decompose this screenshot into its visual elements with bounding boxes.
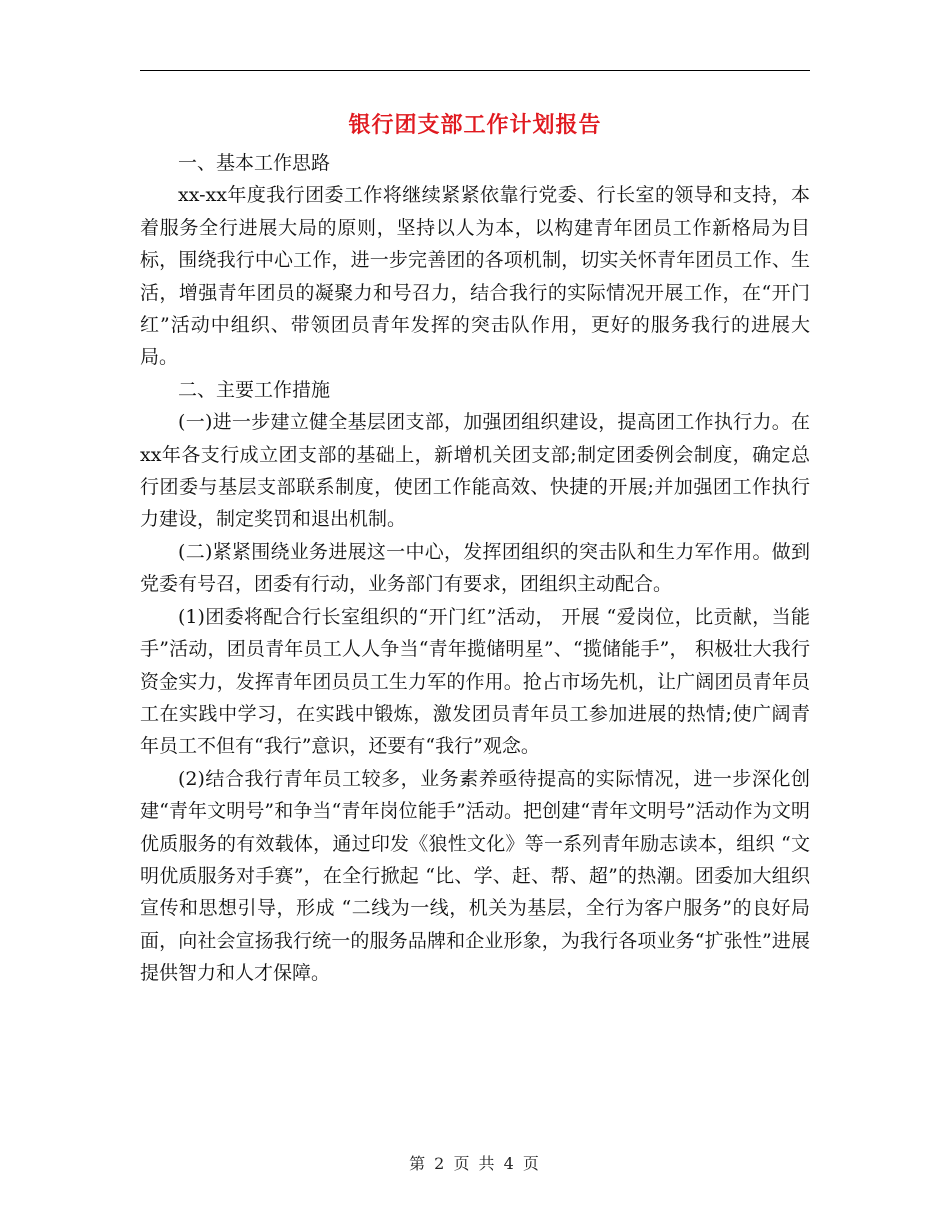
header-rule bbox=[140, 70, 810, 71]
document-title: 银行团支部工作计划报告 bbox=[348, 112, 602, 138]
body-paragraph: (二)紧紧围绕业务进展这一中心，发挥团组织的突击队和生力军作用。做到党委有号召，团委有行动，业务部门有要求，团组织主动配合。 bbox=[140, 540, 810, 596]
body-paragraph: xx-xx年度我行团委工作将继续紧紧依靠行党委、行长室的领导和支持，本着服务全行进展大局的原则，坚持以人为本，以构建青年团员工作新格局为目标，围绕我行中心工作，进一步完善团的各项机制，切实关怀青年团员工作、生活，增强青年团员的凝聚力和号召力，结合我行的实际情况开展工作，在“开门红”活动中组织、带领团员青年发挥的突击队作用，更好的服务我行的进展大局。 bbox=[140, 184, 810, 369]
body-paragraph: (1)团委将配合行长室组织的“开门红”活动， 开展 “爱岗位，比贡献，当能手”活动，团员青年员工人人争当“青年揽储明星”、“揽储能手”， 积极壮大我行资金实力，发挥青年团员员工生力军的作用。抢占市场先机，让广阔团员青年员工在实践中学习，在实践中锻炼，激发团员青年员工参加进展的热情;使广阔青年员工不但有“我行”意识，还要有“我行”观念。 bbox=[140, 605, 810, 758]
document-body bbox=[140, 147, 810, 990]
page-number-footer: 第 2 页 共 4 页 bbox=[409, 1154, 541, 1173]
section-heading-basic-approach: 一、基本工作思路 bbox=[178, 152, 331, 174]
section-heading-main-measures: 二、主要工作措施 bbox=[178, 378, 331, 401]
body-paragraph: (2)结合我行青年员工较多，业务素养亟待提高的实际情况，进一步深化创建“青年文明号”和争当“青年岗位能手”活动。把创建“青年文明号”活动作为文明优质服务的有效载体，通过印发《狼性文化》等一系列青年励志读本，组织 “文明优质服务对手赛”，在全行掀起 “比、学、赶、帮、超”的热潮。团委加大组织宣传和思想引导，形成 “二线为一线，机关为基层，全行为客户服务”的良好局面，向社会宣扬我行统一的服务品牌和企业形象，为我行各项业务“扩张性”进展提供智力和人才保障。 bbox=[140, 767, 810, 985]
body-paragraph: (一)进一步建立健全基层团支部，加强团组织建设，提高团工作执行力。在xx年各支行成立团支部的基础上，新增机关团支部;制定团委例会制度，确定总行团委与基层支部联系制度，使团工作能高效、快捷的开展;并加强团工作执行力建设，制定奖罚和退出机制。 bbox=[140, 411, 810, 531]
